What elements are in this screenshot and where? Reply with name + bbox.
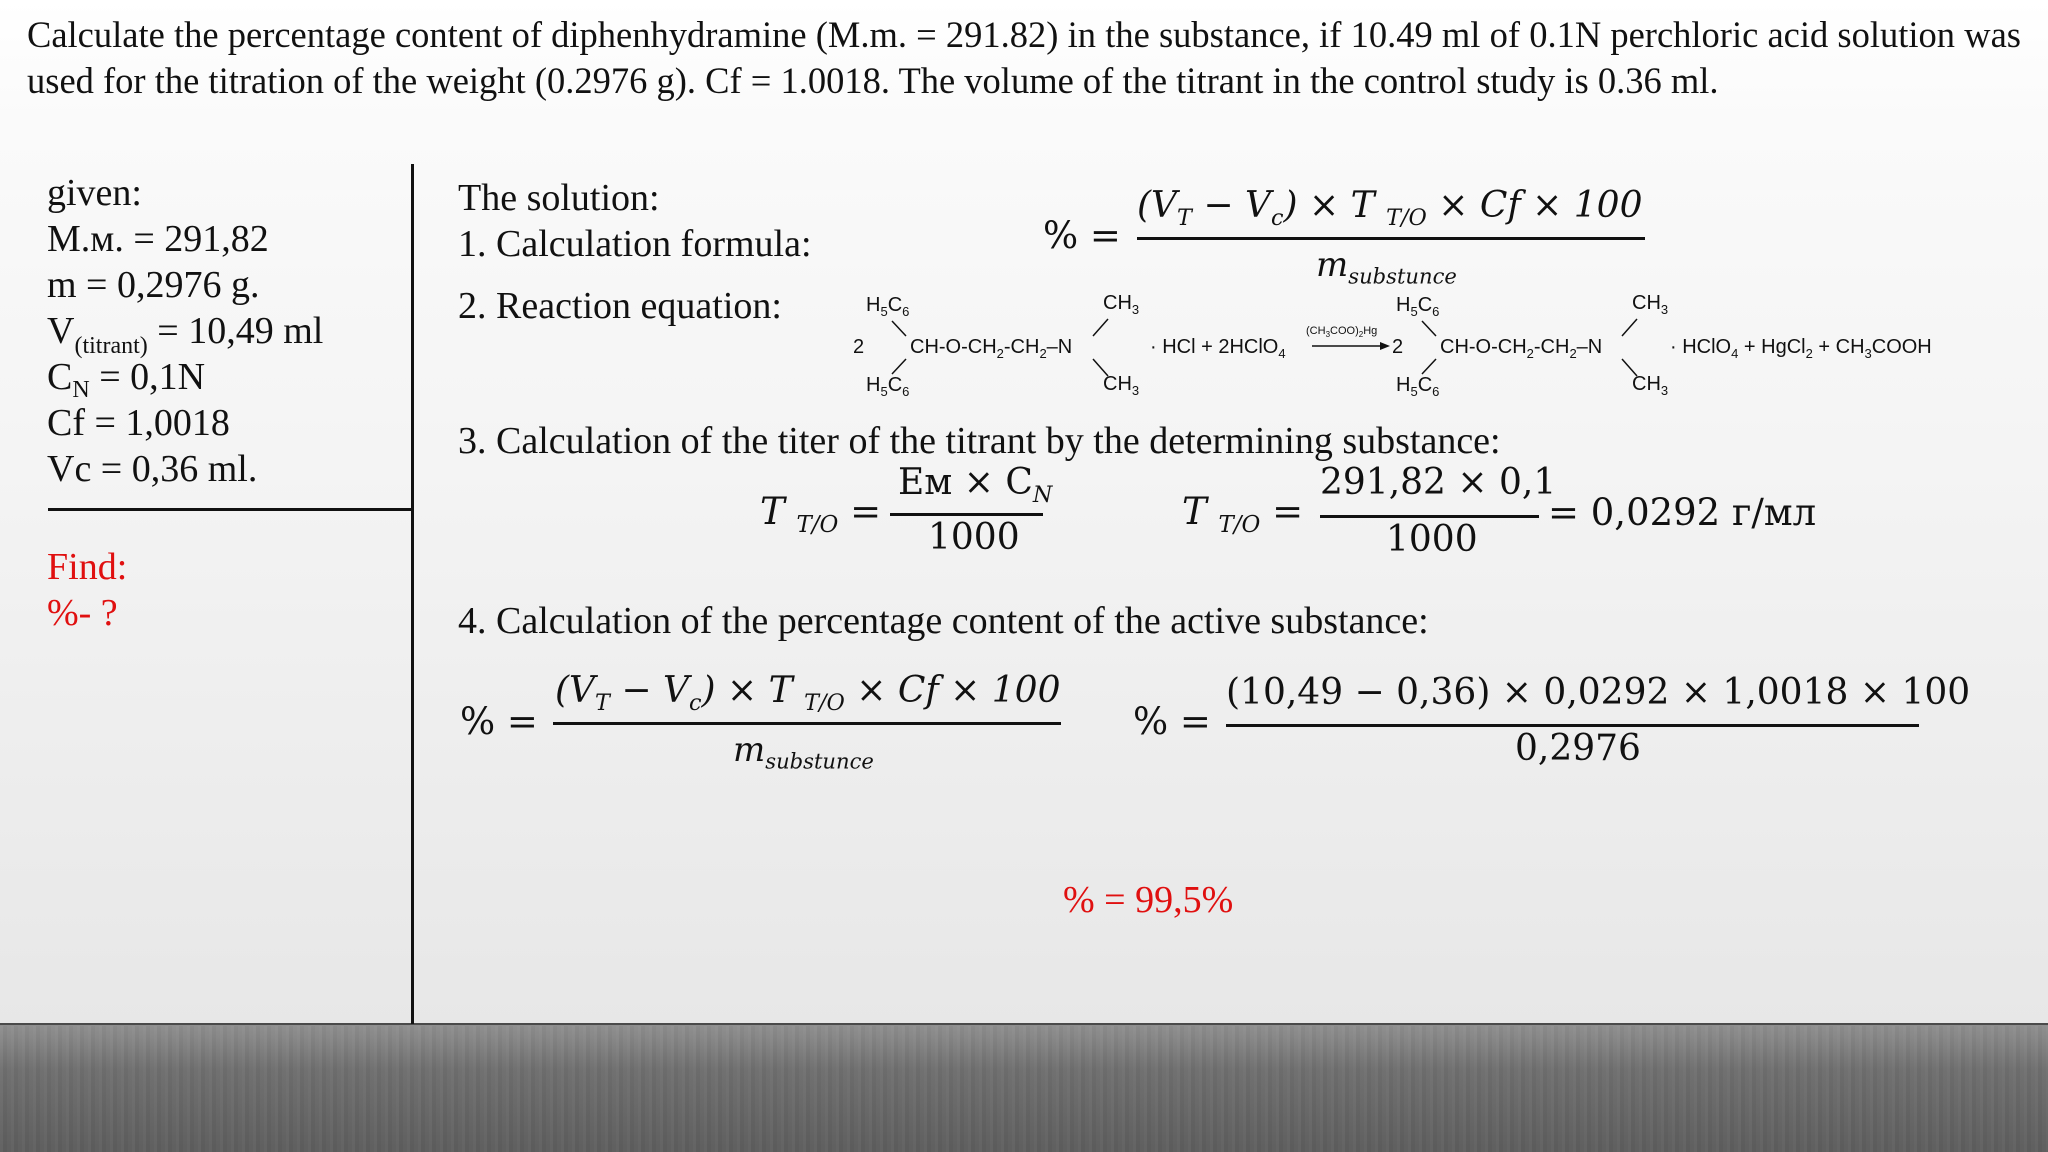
given-heading: given: (47, 172, 142, 214)
column-divider (411, 164, 414, 1024)
reaction-ch3-top-left: $CH_3$ (1103, 292, 1140, 317)
titer-denominator-2: 1000 (1386, 519, 1478, 560)
formula-1-numerator: $(V_T - V_c) \times T$ $_{T/O}$ × Cf × 100 (1137, 185, 1643, 231)
given-volume-letter: V (47, 310, 75, 352)
reaction-h5c6-bottom-left: $H_5C_6$ (866, 374, 910, 399)
reaction-ch3-bottom-left: $CH_3$ (1103, 373, 1140, 398)
find-heading: Find: (47, 546, 128, 588)
percent-lhs-1: % = (460, 700, 538, 743)
given-concentration-sub: N (72, 377, 90, 403)
titer-fraction-bar-1 (890, 513, 1043, 516)
given-mass: m = 0,2976 g. (47, 264, 260, 306)
percent-denominator-values: 0,2976 (1515, 728, 1641, 769)
given-molar-mass: М.м. = 291,82 (47, 218, 269, 260)
reaction-ch3-bottom-right: $CH_3$ (1632, 373, 1669, 398)
titer-numerator-2: 291,82 × 0,1 (1320, 462, 1557, 503)
percent-denominator-formula: $m_{substunce}$ (733, 730, 874, 774)
reaction-reagents: · HCl + 2HClO$_4$ (1150, 336, 1286, 361)
titer-lhs-2: T $_{T/O}$ = (1182, 490, 1304, 539)
reaction-equation (840, 290, 1970, 400)
titer-lhs-1: T $_{T/O}$ = (760, 490, 882, 539)
formula-1-lhs: % = (1043, 214, 1121, 257)
reaction-ch3-top-right: $CH_3$ (1632, 292, 1669, 317)
given-correction-factor: Cf = 1,0018 (47, 402, 230, 444)
floor-texture (0, 1026, 2048, 1152)
reaction-chain-left: $CH-O-CH_2-CH_2-N$ (910, 336, 1073, 361)
titer-denominator-1: 1000 (928, 517, 1020, 558)
step-2-label: 2. Reaction equation: (458, 285, 782, 327)
reaction-h5c6-top-left: $H_5C_6$ (866, 294, 910, 319)
percent-lhs-2: % = (1133, 700, 1211, 743)
given-volume-sub: (titrant) (74, 333, 148, 359)
titer-fraction-bar-2 (1320, 515, 1539, 518)
formula-1-fraction-bar (1137, 237, 1645, 240)
solution-heading: The solution: (458, 177, 660, 219)
reaction-coefficient-left: 2 (853, 336, 865, 358)
step-3-label: 3. Calculation of the titer of the titrant by the determining substance: (458, 420, 1501, 462)
step-1-label: 1. Calculation formula: (458, 223, 812, 265)
given-volume-value: = 10,49 ml (157, 310, 324, 352)
percent-fraction-bar-values (1226, 724, 1919, 727)
titer-result: = 0,0292 г/мл (1548, 491, 1817, 534)
step-4-label: 4. Calculation of the percentage content of the active substance: (458, 600, 1429, 642)
given-control-volume: Vc = 0,36 ml. (47, 448, 258, 490)
percent-numerator-formula: $(V_T - V_c) \times T$ $_{T/O}$ × Cf × 100 (555, 670, 1061, 716)
percent-numerator-values: (10,49 − 0,36) × 0,0292 × 1,0018 × 100 (1226, 672, 1971, 713)
reaction-coefficient-right: 2 (1392, 336, 1404, 358)
given-concentration-letter: C (47, 356, 73, 398)
problem-statement: Calculate the percentage content of diphenhydramine (M.m. = 291.82) in the substance, if 10.49 ml of 0.1N perchloric acid solution was used for the titration of the weight (0.2976 g). Cf = 1.0018. The volume of the titrant in the control study is 0.36 ml. (27, 14, 2021, 101)
formula-1-denominator: $m_{substunce}$ (1316, 245, 1457, 289)
percent-fraction-bar-formula (553, 722, 1061, 725)
find-value: %- ? (47, 592, 118, 634)
reaction-products: · HClO$_4$ + HgCl$_2$ + $CH_3COOH$ (1670, 336, 1932, 361)
reaction-h5c6-top-right: $H_5C_6$ (1396, 294, 1440, 319)
given-concentration-value: = 0,1N (99, 356, 206, 398)
reaction-chain-right: $CH-O-CH_2-CH_2-N$ (1440, 336, 1603, 361)
final-answer: % = 99,5% (1063, 879, 1234, 921)
given-divider (48, 508, 412, 511)
titer-numerator-1: Eм × $C_N$ (898, 462, 1053, 508)
reaction-arrow-label: $(CH_3COO)_2Hg$ (1306, 325, 1378, 339)
reaction-h5c6-bottom-right: $H_5C_6$ (1396, 374, 1440, 399)
